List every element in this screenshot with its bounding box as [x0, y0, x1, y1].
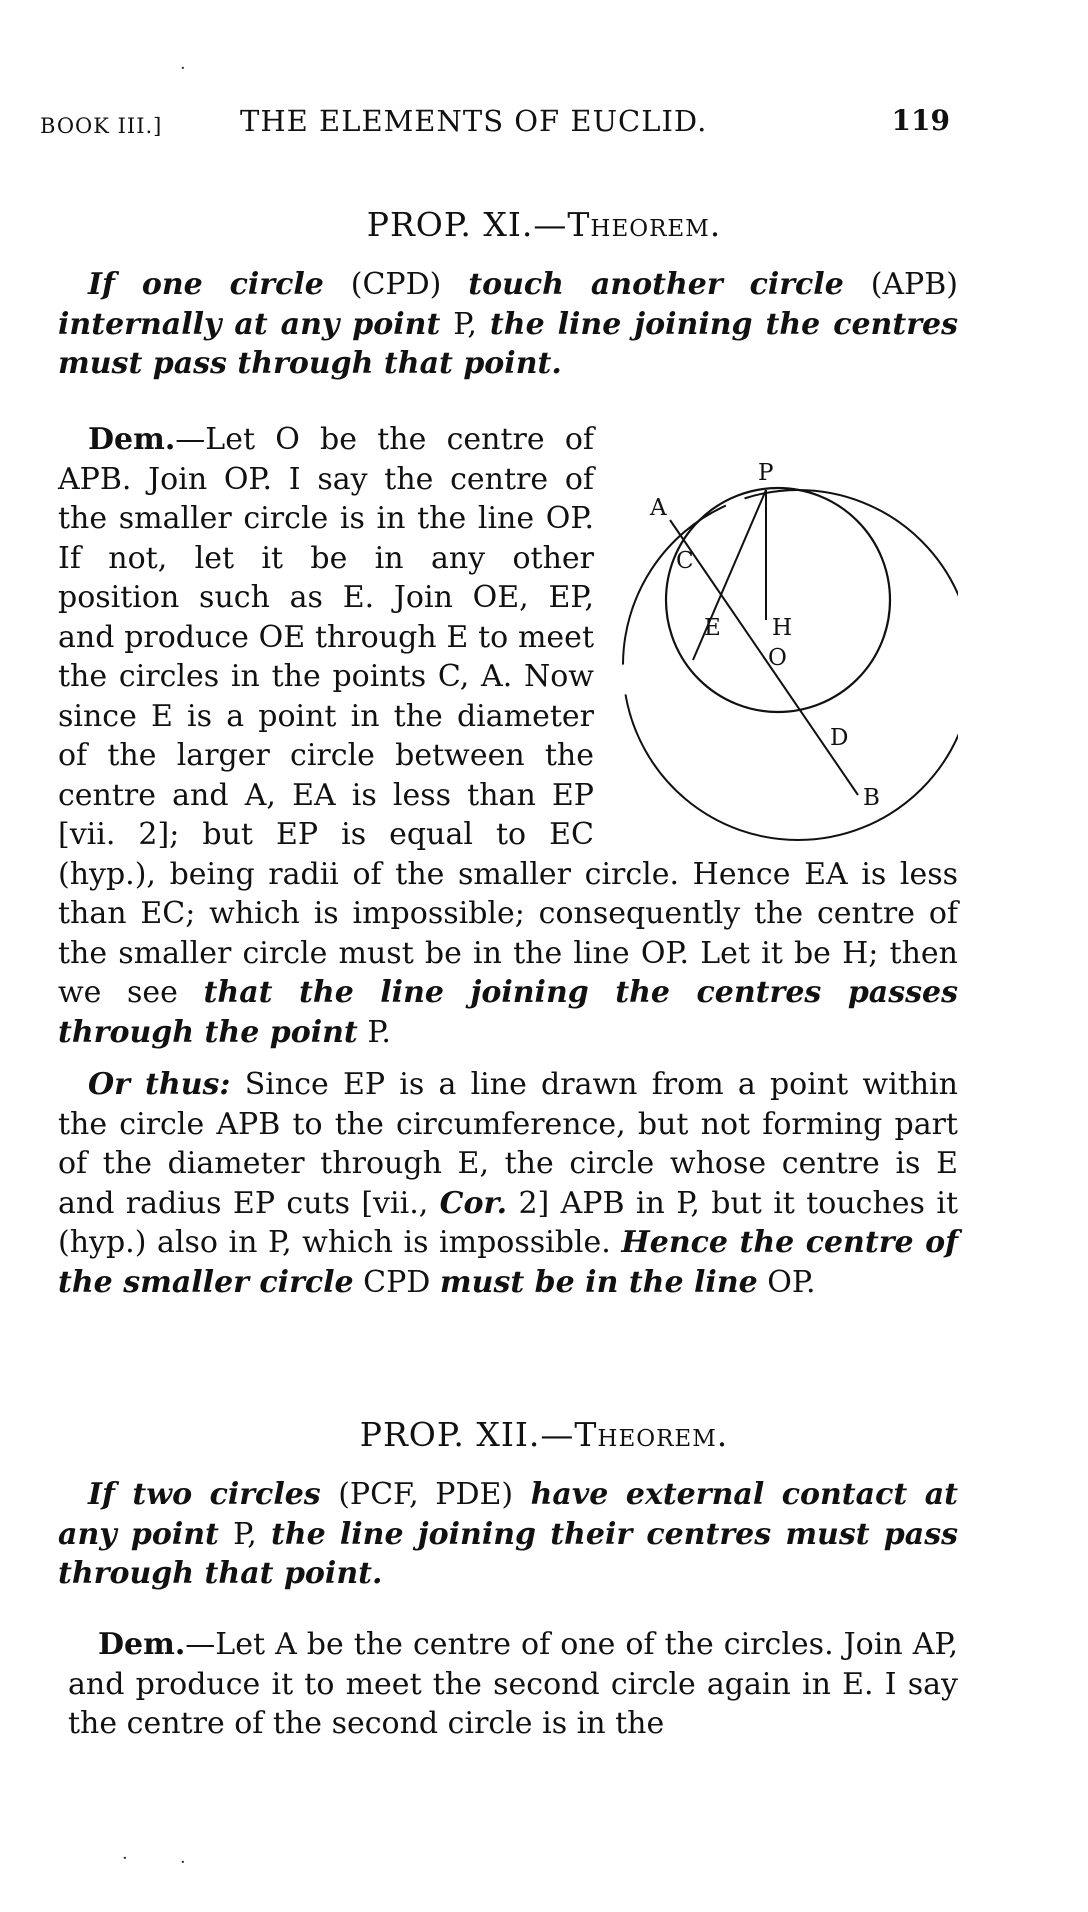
or-thus-conclusion-2: must be in the line [439, 1264, 758, 1300]
label-P: P [758, 460, 774, 486]
dem-12-label: Dem. [98, 1627, 186, 1662]
enun-12-part: have external contact at any point [58, 1477, 958, 1552]
cor-label: Cor. [439, 1185, 508, 1221]
prop-12-enunciation [58, 1475, 958, 1594]
enun-11-part: touch another circle [468, 267, 844, 302]
label-A: A [650, 495, 667, 521]
label-H: H [772, 615, 793, 641]
speck: · [122, 1848, 128, 1869]
dem-conclusion: that the line joining the centres passes through the point [58, 975, 958, 1050]
book-label: BOOK III.] [40, 114, 163, 138]
enun-11-part: internally at any point [58, 306, 441, 342]
label-E: E [704, 615, 721, 641]
enun-11-part: (CPD) [350, 267, 442, 302]
prop-11-type: Theorem. [567, 205, 722, 244]
label-D: D [830, 725, 849, 751]
page-number: 119 [891, 104, 950, 137]
enun-11-part: P, [453, 306, 477, 342]
label-C: C [676, 548, 694, 574]
or-thus-text: Since EP is a line drawn from a point within the circle APB to the circumference, but not forming part of the diameter through E, the circle whose centre is E and radius EP cuts [vii., [58, 1067, 958, 1221]
prop-11-heading [0, 205, 1088, 244]
label-O: O [768, 645, 787, 671]
enun-12-part: If two circles [88, 1477, 321, 1512]
figure-prop-11 [608, 460, 958, 850]
running-title: THE ELEMENTS OF EUCLID. [240, 104, 708, 138]
large-circle-apb [623, 490, 958, 840]
enun-12-part: (PCF, PDE) [338, 1477, 514, 1512]
speck: · [180, 58, 186, 79]
enun-11-part: If one circle [88, 267, 324, 302]
prop-11-demonstration [58, 420, 958, 1052]
enun-12-part: P, [233, 1516, 257, 1552]
dem-end: P. [367, 1014, 391, 1050]
dem-text: —Let O be the centre of APB. Join OP. I say the centre of the smaller circle is in the line OP. If not, let it be in any other position such as E. Join OE, EP, and produce OE through E to meet the circles in the points C, A. Now since E is a point in the diameter of the larger circle between the centre and A, EA is less than EP [vii. 2]; but EP is equal to EC (hyp.), being radii of the smaller circle. Hence EA is less than EC; which is impossible; consequently the centre of the smaller circle must be in the line OP. Let it be H; then we see [58, 422, 958, 1010]
enun-11-part: (APB) [870, 267, 958, 302]
or-thus-end: OP. [767, 1264, 816, 1300]
prop-12-heading [0, 1415, 1088, 1454]
running-header [40, 104, 950, 144]
dem-label: Dem. [88, 422, 176, 457]
speck: · [180, 1852, 186, 1873]
prop-11-alternative [58, 1065, 958, 1302]
prop-12-type: Theorem. [574, 1415, 729, 1454]
or-thus-conclusion: Hence the centre of the smaller circle [58, 1225, 958, 1300]
prop-12-demonstration [68, 1625, 958, 1744]
or-thus-text-2: 2] APB in P, but it touches it (hyp.) also in P, which is impossible. [58, 1185, 958, 1260]
dem-12-text: —Let A be the centre of one of the circles. Join AP, and produce it to meet the second circle again in E. I say the centre of the second circle is in the [68, 1627, 958, 1741]
enun-11-part: the line joining the centres must pass through that point. [58, 306, 959, 381]
prop-11-enunciation [58, 265, 958, 384]
prop-11-number: PROP. XI.— [366, 205, 568, 244]
enun-12-part: the line joining their centres must pass through that point. [58, 1516, 958, 1591]
prop-12-number: PROP. XII.— [359, 1415, 575, 1454]
or-thus-label: Or thus: [88, 1067, 231, 1102]
label-B: B [863, 785, 880, 811]
or-thus-cpd: CPD [363, 1264, 431, 1300]
line-ab [670, 520, 858, 795]
circles-diagram [608, 460, 958, 850]
